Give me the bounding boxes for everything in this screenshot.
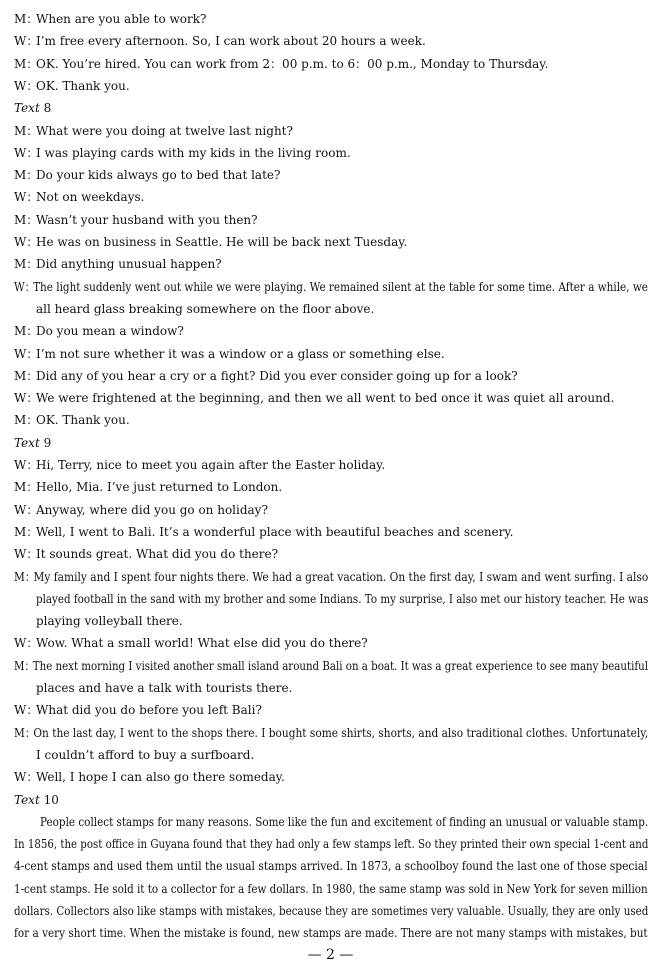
dialogue-text: What did you do before you left Bali? xyxy=(36,703,262,718)
speaker-label: W： xyxy=(14,770,39,785)
speaker-label: W： xyxy=(14,703,39,718)
dialogue-text: Do you mean a window? xyxy=(36,324,184,339)
dialogue-text: Do your kids always go to bed that late? xyxy=(36,168,281,183)
speaker-label: W： xyxy=(14,502,39,517)
speaker-label: M： xyxy=(14,257,39,272)
speaker-label: M： xyxy=(14,56,39,71)
dialogue-line xyxy=(14,499,648,521)
speaker-label: W： xyxy=(14,34,39,49)
dialogue-continuation: played football in the sand with my brother and some Indians. To my surprise, I also met our history teacher. He was xyxy=(36,591,649,606)
dialogue-continuation: I couldn’t afford to buy a surfboard. xyxy=(36,747,255,762)
speaker-label: W： xyxy=(14,458,39,472)
dialogue-text: I’m not sure whether it was a window or a glass or something else. xyxy=(36,346,445,361)
dialogue-text: Hi, Terry, nice to meet you again after the Easter holiday. xyxy=(36,458,386,472)
section-heading-number: 9 xyxy=(43,435,52,450)
dialogue-line xyxy=(14,164,648,186)
dialogue-line xyxy=(14,409,648,431)
dialogue-text: OK. Thank you. xyxy=(36,78,130,93)
section-heading-number: 8 xyxy=(43,101,52,116)
speaker-label: M： xyxy=(14,480,39,495)
section-heading-number: 10 xyxy=(43,792,59,807)
dialogue-text: On the last day, I went to the shops there. I bought some shirts, shorts, and also traditional clothes. Unfortunately, xyxy=(33,725,649,740)
dialogue-text: My family and I spent four nights there. We had a great vacation. On the first day, I swam and went surfing. I also xyxy=(33,569,649,584)
speaker-label: W： xyxy=(14,145,39,160)
speaker-label: M： xyxy=(14,123,39,138)
dialogue-line xyxy=(14,8,648,30)
dialogue-line xyxy=(14,75,648,97)
dialogue-text: Did anything unusual happen? xyxy=(36,257,222,272)
dialogue-text: OK. You’re hired. You can work from 2：00 p.m. to 6：00 p.m., Monday to Thursday. xyxy=(36,56,549,71)
dialogue-text: Did any of you hear a cry or a fight? Did you ever consider going up for a look? xyxy=(36,368,518,383)
dialogue-line xyxy=(14,209,648,231)
dialogue-line xyxy=(14,276,648,298)
section-heading-label: Text xyxy=(14,792,40,807)
dialogue-line xyxy=(14,186,648,208)
passage-line: 4-cent stamps and used them until the usual stamps arrived. In 1873, a schoolboy found the last one of those special xyxy=(14,859,648,874)
passage-line: In 1856, the post office in Guyana found that they had only a few stamps left. So they printed their own special 1-cent and xyxy=(14,837,648,852)
speaker-label: W： xyxy=(14,391,39,406)
speaker-label: M： xyxy=(14,725,36,740)
passage-line: 1-cent stamps. He sold it to a collector for a few dollars. In 1980, the same stamp was sold in New York for seven million xyxy=(14,881,648,896)
section-heading xyxy=(14,432,648,454)
dialogue-text: Not on weekdays. xyxy=(36,190,145,205)
section-heading-label: Text xyxy=(14,101,40,116)
speaker-label: M： xyxy=(14,368,39,383)
dialogue-line xyxy=(14,320,648,342)
dialogue-line xyxy=(14,521,648,543)
speaker-label: W： xyxy=(14,346,39,361)
section-heading xyxy=(14,789,648,811)
dialogue-text: What were you doing at twelve last night? xyxy=(36,123,293,138)
dialogue-text: The next morning I visited another small island around Bali on a boat. It was a great experience to see many beautiful xyxy=(32,658,649,673)
dialogue-line xyxy=(14,53,648,75)
speaker-label: M： xyxy=(14,12,39,26)
page-number: — 2 — xyxy=(307,947,354,963)
dialogue-line xyxy=(14,722,648,744)
dialogue-line xyxy=(14,699,648,721)
dialogue-line xyxy=(14,454,648,476)
dialogue-text: When are you able to work? xyxy=(36,12,207,26)
dialogue-line xyxy=(14,566,648,588)
speaker-label: M： xyxy=(14,524,39,539)
dialogue-line xyxy=(14,30,648,52)
dialogue-line xyxy=(14,253,648,275)
speaker-label: W： xyxy=(14,636,39,651)
speaker-label: W： xyxy=(14,279,36,294)
dialogue-text: We were frightened at the beginning, and then we all went to bed once it was quiet all around. xyxy=(36,391,615,406)
speaker-label: M： xyxy=(14,658,35,673)
dialogue-line xyxy=(14,120,648,142)
dialogue-text: Wasn’t your husband with you then? xyxy=(36,212,258,227)
passage-line: dollars. Collectors also like stamps with mistakes, because they are sometimes very valuable. Usually, they are only used xyxy=(14,904,648,918)
speaker-label: M： xyxy=(14,569,36,584)
dialogue-line xyxy=(14,543,648,565)
speaker-label: M： xyxy=(14,413,39,428)
dialogue-line xyxy=(14,343,648,365)
dialogue-line xyxy=(14,766,648,788)
dialogue-line xyxy=(14,231,648,253)
passage-line: for a very short time. When the mistake is found, new stamps are made. There are not many stamps with mistakes, but xyxy=(14,926,648,941)
speaker-label: W： xyxy=(14,190,39,205)
dialogue-line xyxy=(14,632,648,654)
dialogue-text: He was on business in Seattle. He will be back next Tuesday. xyxy=(36,235,408,249)
dialogue-continuation: places and have a talk with tourists there. xyxy=(36,681,293,695)
dialogue-text: The light suddenly went out while we were playing. We remained silent at the table for some time. After a while, we xyxy=(33,279,648,294)
dialogue-line xyxy=(14,387,648,409)
speaker-label: M： xyxy=(14,212,39,227)
speaker-label: W： xyxy=(14,78,39,93)
section-heading-label: Text xyxy=(14,435,40,450)
dialogue-text: I’m free every afternoon. So, I can work about 20 hours a week. xyxy=(36,34,426,49)
dialogue-text: I was playing cards with my kids in the living room. xyxy=(36,145,351,160)
dialogue-line xyxy=(14,655,648,677)
section-heading xyxy=(14,97,648,119)
dialogue-line xyxy=(14,365,648,387)
dialogue-text: It sounds great. What did you do there? xyxy=(36,547,279,562)
dialogue-text: OK. Thank you. xyxy=(36,413,130,428)
dialogue-line xyxy=(14,142,648,164)
dialogue-text: Well, I hope I can also go there someday. xyxy=(36,770,285,785)
dialogue-line xyxy=(14,476,648,498)
dialogue-text: Hello, Mia. I’ve just returned to London. xyxy=(36,480,283,495)
dialogue-continuation: playing volleyball there. xyxy=(36,614,183,629)
dialogue-continuation: all heard glass breaking somewhere on the floor above. xyxy=(36,301,375,316)
dialogue-text: Wow. What a small world! What else did you do there? xyxy=(36,636,368,651)
speaker-label: W： xyxy=(14,547,39,562)
dialogue-text: Anyway, where did you go on holiday? xyxy=(36,502,268,517)
speaker-label: M： xyxy=(14,324,39,339)
speaker-label: M： xyxy=(14,168,39,183)
passage-line: People collect stamps for many reasons. Some like the fun and excitement of finding an unusual or valuable stamp. xyxy=(40,814,649,829)
dialogue-text: Well, I went to Bali. It’s a wonderful place with beautiful beaches and scenery. xyxy=(36,524,514,539)
speaker-label: W： xyxy=(14,235,39,249)
